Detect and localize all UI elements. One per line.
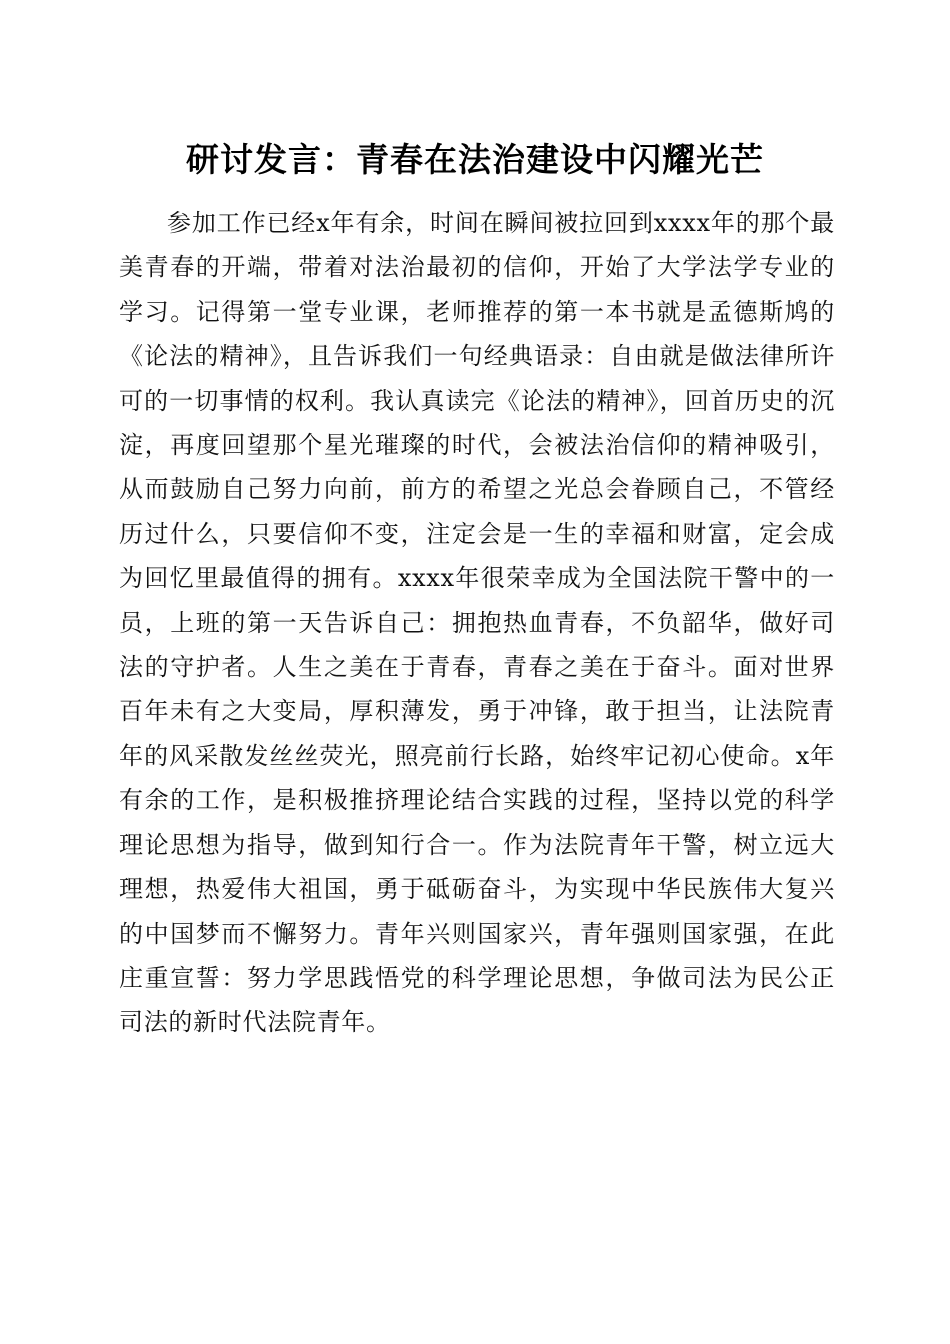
document-title: 研讨发言：青春在法治建设中闪耀光芒 — [186, 140, 764, 179]
body-paragraph: 参加工作已经x年有余，时间在瞬间被拉回到xxxx年的那个最美青春的开端，带着对法治最初的信仰，开始了大学法学专业的学习。记得第一堂专业课，老师推荐的第一本书就是孟德斯鸠的《论法的精神》，且告诉我们一句经典语录：自由就是做法律所许可的一切事情的权利。我认真读完《论法的精神》，回首历史的沉淀，再度回望那个星光璀璨的时代，会被法治信仰的精神吸引，从而鼓励自己努力向前，前方的希望之光总会眷顾自己，不管经历过什么，只要信仰不变，注定会是一生的幸福和财富，定会成为回忆里最值得的拥有。xxxx年很荣幸成为全国法院干警中的一员，上班的第一天告诉自己：拥抱热血青春，不负韶华，做好司法的守护者。人生之美在于青春，青春之美在于奋斗。面对世界百年未有之大变局，厚积薄发，勇于冲锋，敢于担当，让法院青年的风采散发丝丝荧光，照亮前行长路，始终牢记初心使命。x年有余的工作，是积极推挤理论结合实践的过程，坚持以党的科学理论思想为指导，做到知行合一。作为法院青年干警，树立远大理想，热爱伟大祖国，勇于砥砺奋斗，为实现中华民族伟大复兴的中国梦而不懈努力。青年兴则国家兴，青年强则国家强，在此庄重宣誓：努力学思践悟党的科学理论思想，争做司法为民公正司法的新时代法院青年。 — [119, 209, 835, 1037]
